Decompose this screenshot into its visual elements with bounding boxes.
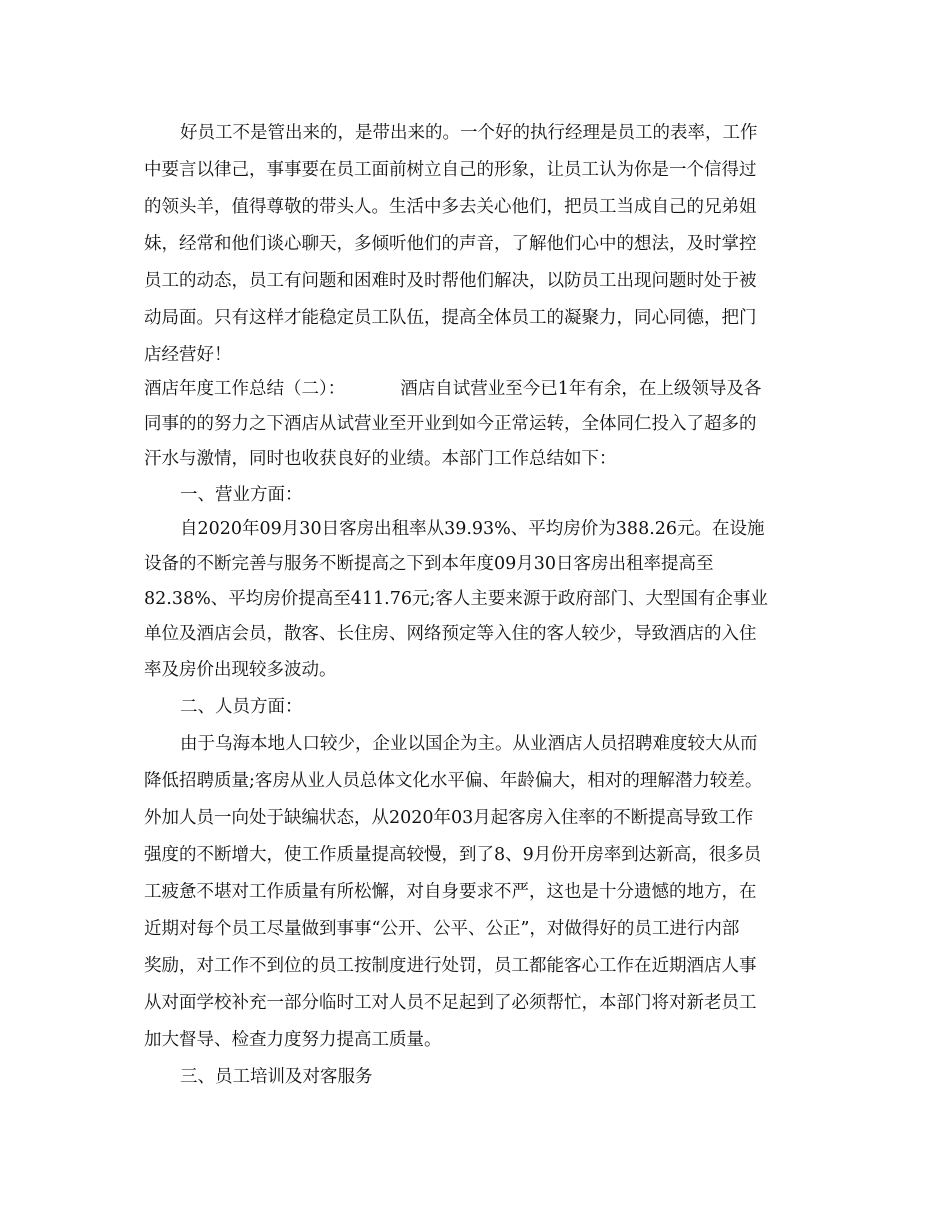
paragraph-line: 好员工不是管出来的，是带出来的。一个好的执行经理是员工的表率，工作 bbox=[180, 123, 758, 143]
paragraph-line: 同事的的努力之下酒店从试营业至开业到如今正常运转，全体同仁投入了超多的 bbox=[144, 414, 757, 434]
paragraph-line: 汗水与激情，同时也收获良好的业绩。本部门工作总结如下： bbox=[144, 449, 617, 469]
section-title: 酒店年度工作总结（二）： bbox=[144, 379, 346, 399]
paragraph-line: 员工的动态，员工有问题和困难时及时帮他们解决，以防员工出现问题时处于被 bbox=[144, 271, 757, 291]
paragraph-line: 工疲惫不堪对工作质量有所松懈，对自身要求不严，这也是十分遗憾的地方，在 bbox=[144, 882, 757, 902]
paragraph-line: 从对面学校补充一部分临时工对人员不足起到了必须帮忙，本部门将对新老员工 bbox=[144, 993, 757, 1013]
paragraph-line: 加大督导、检查力度努力提高工质量。 bbox=[144, 1030, 442, 1050]
paragraph-line: 82.38%、平均房价提高至411.76元;客人主要来源于政府部门、大型国有企事业 bbox=[144, 589, 768, 609]
paragraph-text: 酒店自试营业至今已1年有余，在上级领导及各 bbox=[400, 379, 762, 399]
paragraph-line: 中要言以律己，事事要在员工面前树立自己的形象，让员工认为你是一个信得过 bbox=[144, 160, 757, 180]
section-heading: 三、员工培训及对客服务 bbox=[180, 1067, 373, 1087]
section-title-line bbox=[144, 378, 761, 400]
paragraph-line: 外加人员一向处于缺编状态，从2020年03月起客房入住率的不断提高导致工作 bbox=[144, 808, 754, 828]
paragraph-line: 设备的不断完善与服务不断提高之下到本年度09月30日客房出租率提高至 bbox=[144, 554, 714, 574]
paragraph-line: 强度的不断增大，使工作质量提高较慢，到了8、9月份开房率到达新高，很多员 bbox=[144, 845, 762, 865]
paragraph-line: 由于乌海本地人口较少，企业以国企为主。从业酒店人员招聘难度较大从而 bbox=[180, 734, 758, 754]
paragraph-line: 的领头羊，值得尊敬的带头人。生活中多去关心他们，把员工当成自己的兄弟姐 bbox=[144, 197, 757, 217]
paragraph-line: 率及房价出现较多波动。 bbox=[144, 660, 337, 680]
paragraph-line: 动局面。只有这样才能稳定员工队伍，提高全体员工的凝聚力，同心同德，把门 bbox=[144, 308, 757, 328]
section-heading: 一、营业方面： bbox=[180, 485, 303, 505]
paragraph-line: 自2020年09月30日客房出租率从39.93%、平均房价为388.26元。在设施 bbox=[180, 519, 765, 539]
paragraph-line: 近期对每个员工尽量做到事事“公开、公平、公正”，对做得好的员工进行内部 bbox=[144, 919, 740, 939]
paragraph-line: 妹，经常和他们谈心聊天，多倾听他们的声音，了解他们心中的想法，及时掌控 bbox=[144, 234, 757, 254]
paragraph-line: 降低招聘质量;客房从业人员总体文化水平偏、年龄偏大，相对的理解潜力较差。 bbox=[144, 771, 763, 791]
paragraph-line: 单位及酒店会员，散客、长住房、网络预定等入住的客人较少，导致酒店的入住 bbox=[144, 624, 757, 644]
paragraph-line: 奖励，对工作不到位的员工按制度进行处罚，员工都能客心工作在近期酒店人事 bbox=[144, 956, 757, 976]
section-heading: 二、人员方面： bbox=[180, 697, 303, 717]
paragraph-line: 店经营好！ bbox=[144, 345, 232, 365]
